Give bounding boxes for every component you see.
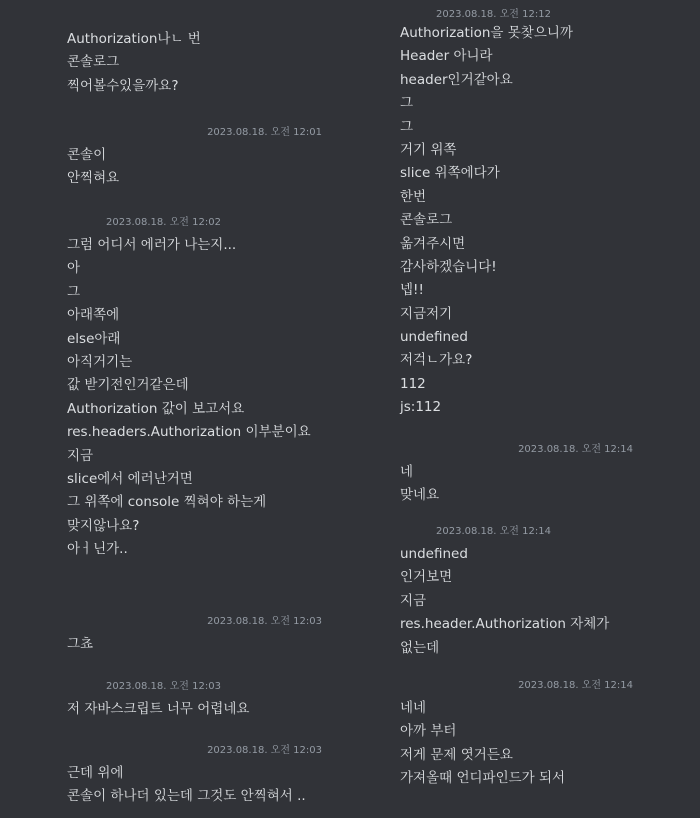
message: js:112 (400, 399, 442, 416)
message-group (67, 680, 249, 721)
message: 옮겨주시면 (400, 235, 466, 252)
message: undefined (400, 329, 468, 346)
message-timestamp: 2023.08.18. 오전 12:14 (518, 680, 633, 691)
message: 맞지않나요? (67, 517, 140, 534)
message: 저게 문제 엿거든요 (400, 746, 513, 763)
message: 그 (67, 283, 81, 300)
message: 아ㅓ닌가.. (67, 541, 128, 558)
message-timestamp: 2023.08.18. 오전 12:02 (106, 217, 221, 228)
message: 지금저기 (400, 305, 453, 322)
message-group (67, 615, 322, 656)
message: 넵!! (400, 282, 424, 299)
message-timestamp: 2023.08.18. 오전 12:03 (207, 745, 322, 756)
message: 인거보면 (400, 569, 453, 586)
message-group (67, 744, 322, 809)
message: Authorization을 못찾으니까 (400, 25, 573, 41)
message: 아까 부터 (400, 723, 457, 740)
message: header인거같아요 (400, 71, 513, 88)
message: 그 위쪽에 console 찍혀야 하는게 (67, 494, 267, 511)
message-group (67, 28, 201, 98)
message: Authorization 값이 보고서요 (67, 400, 245, 417)
message: 아래쪽에 (67, 307, 120, 324)
message: 가져올때 언디파인드가 되서 (400, 770, 566, 787)
message: 콘솔이 하나더 있는데 그것도 안찍혀서 .. (67, 788, 306, 805)
message: 맞네요 (400, 487, 440, 504)
message-timestamp: 2023.08.18. 오전 12:12 (436, 9, 551, 20)
message: 근데 위에 (67, 765, 124, 781)
message: res.headers.Authorization 이부분이요 (67, 424, 311, 441)
message: 네 (400, 464, 414, 480)
message: slice 위쪽에다가 (400, 165, 500, 182)
message: Authorization나ㄴ 번 (67, 31, 201, 47)
message: 없는데 (400, 639, 440, 656)
message-group (67, 126, 322, 191)
message: 그럼 어디서 에러가 나는지... (67, 237, 237, 253)
message: 그 (400, 95, 414, 112)
message: res.header.Authorization 자체가 (400, 616, 610, 633)
message: 콘솔이 (67, 147, 107, 163)
message: 네네 (400, 700, 427, 716)
message: 안찍혀요 (67, 170, 120, 187)
message-timestamp: 2023.08.18. 오전 12:03 (207, 616, 322, 627)
message-group (400, 8, 573, 420)
message: 콘솔로그 (400, 212, 453, 229)
message: 그 (400, 118, 414, 135)
message: 찍어볼수있을까요? (67, 77, 179, 94)
message: slice에서 에러난거면 (67, 470, 193, 487)
message: 감사하겠습니다! (400, 258, 497, 275)
message-timestamp: 2023.08.18. 오전 12:01 (207, 127, 322, 138)
message: 거기 위쪽 (400, 141, 457, 158)
message-group (400, 525, 609, 660)
message: 저 자바스크립트 너무 어렵네요 (67, 701, 250, 717)
message: 112 (400, 375, 426, 392)
message: 아직거기는 (67, 353, 133, 370)
message: undefined (400, 546, 468, 562)
message-timestamp: 2023.08.18. 오전 12:03 (106, 681, 221, 692)
message: 값 받기전인거같은데 (67, 377, 189, 394)
message: Header 아니라 (400, 48, 493, 65)
message: else아래 (67, 330, 121, 347)
message: 한번 (400, 188, 427, 205)
message: 지금 (400, 592, 427, 609)
message-group (67, 216, 311, 561)
message: 저걱ㄴ가요? (400, 352, 473, 369)
message-group (400, 443, 633, 508)
message: 콘솔로그 (67, 54, 120, 71)
message-timestamp: 2023.08.18. 오전 12:14 (436, 526, 551, 537)
message: 지금 (67, 447, 94, 464)
message: 그쵸 (67, 636, 94, 652)
message: 아 (67, 260, 81, 277)
message-timestamp: 2023.08.18. 오전 12:14 (518, 444, 633, 455)
message-group (400, 679, 633, 791)
